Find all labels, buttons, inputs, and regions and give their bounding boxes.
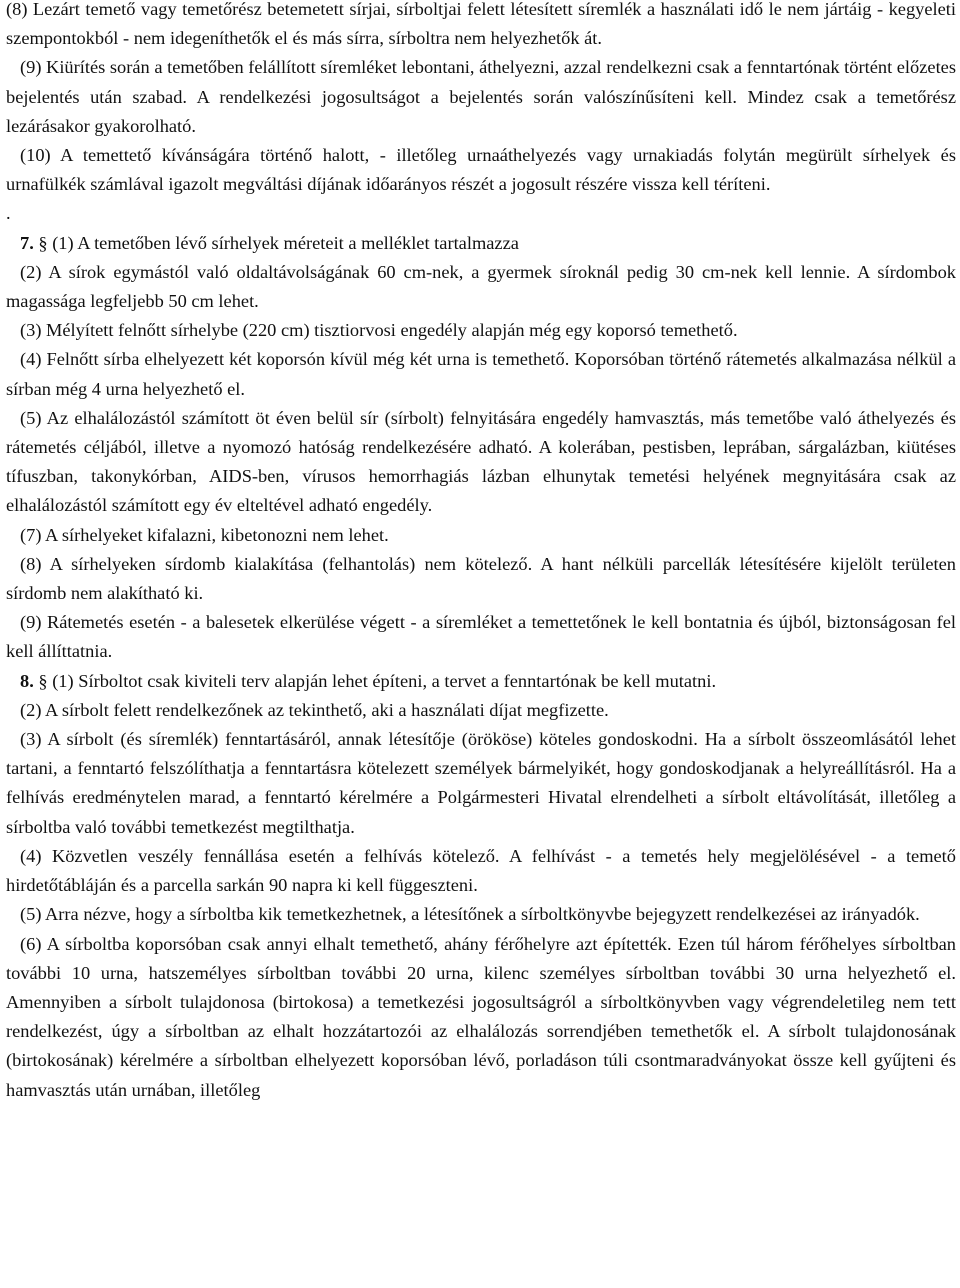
section-8-paragraph-2 <box>6 696 956 725</box>
section-7-paragraph-5 <box>6 404 956 521</box>
section-8-paragraph-4 <box>6 842 956 900</box>
paragraph-text: (2) A sírbolt felett rendelkezőnek az tekinthető, aki a használati díjat megfizette. <box>20 699 609 720</box>
section-number: 8. <box>20 670 34 691</box>
paragraph-text: (10) A temettető kívánságára történő halott, - illetőleg urnaáthelyezés vagy urnakiadás folytán megürült sírhelyek és urnafülkék számlával igazolt megváltási díjának időarányos részét a jogosult részére vissza kell téríteni. <box>6 145 956 195</box>
paragraph-text: (2) A sírok egymástól való oldaltávolságának 60 cm-nek, a gyermek síroknál pedig 30 cm-nek kell lennie. A sírdombok magassága legfeljebb 50 cm lehet. <box>6 261 956 312</box>
paragraph-text: (3) Mélyített felnőtt sírhelybe (220 cm) tisztiorvosi engedély alapján még egy koporsó temethető. <box>20 320 738 341</box>
paragraph-text: (5) Az elhalálozástól számított öt éven belül sír (sírbolt) felnyitására engedély hamvasztás, más temetőbe való áthelyezés és rátemetés céljából, illetve a nyomozó hatóság rendelkezésére adható. A kolerában, pestisben, leprában, sárgalázban, kiütéses tífuszban, takonykórban, AIDS-ben, vírusos hemorrhagiás lázban elhunytak temetési helyének megnyitására csak az elhalálozástól számított egy év elteltével adható engedély. <box>6 407 956 516</box>
section-7-paragraph-1 <box>6 229 956 258</box>
paragraph-text: (7) A sírhelyeket kifalazni, kibetonozni nem lehet. <box>20 524 389 545</box>
paragraph-text: § (1) Sírboltot csak kiviteli terv alapján lehet építeni, a tervet a fenntartónak be kell mutatni. <box>33 670 717 691</box>
section-8-paragraph-3 <box>6 725 956 842</box>
paragraph-text: (5) Arra nézve, hogy a sírboltba kik temetkezhetnek, a létesítőnek a sírboltkönyvbe bejegyzett rendelkezései az irányadók. <box>20 904 920 925</box>
paragraph-text: (9) Kiürítés során a temetőben felállított síremléket lebontani, áthelyezni, azzal rendelkezni csak a fenntartónak történt előzetes bejelentés után szabad. A rendelkezési jogosultságot a bejelentés során valószínűsíteni kell. Mindez csak a temetőrész lezárásakor gyakorolható. <box>6 57 956 136</box>
paragraph-text: (8) A sírhelyeken sírdomb kialakítása (felhantolás) nem kötelező. A hant nélküli parcellák létesítésére kijelölt területen sírdomb nem alakítható ki. <box>6 553 956 604</box>
paragraph-text: § (1) A temetőben lévő sírhelyek méreteit a melléklet tartalmazza <box>33 232 519 253</box>
paragraph-text: . <box>6 203 11 224</box>
paragraph-text: (6) A sírboltba koporsóban csak annyi elhalt temethető, ahány férőhelyre azt építették. Ezen túl három férőhelyes sírboltban további 10 urna, hatszemélyes sírboltban további 20 urna, kilenc személyes sírboltban további 30 urna helyezhető el. Amennyiben a sírbolt tulajdonosa (birtokosa) a temetkezési jogosultságról a sírboltkönyvben vagy végrendeletileg nem tett rendelkezést, úgy a sírboltban az elhalt hozzátartozói az elhalálozás sorrendjében temethetők el. A sírbolt tulajdonosának (birtokosának) kérelmére a sírboltban elhelyezett koporsóban lévő, porladáson túli csontmaradványokat össze kell gyűjteni és hamvasztás után urnában, illetőleg <box>6 933 956 1100</box>
section-7-paragraph-2 <box>6 258 956 316</box>
section-7-paragraph-8 <box>6 550 956 608</box>
section-7-paragraph-3 <box>6 316 956 345</box>
paragraph-text: (4) Felnőtt sírba elhelyezett két koporsón kívül még két urna is temethető. Koporsóban történő rátemetés alkalmazása nélkül a sírban még 4 urna helyezhető el. <box>6 349 956 399</box>
section-7-paragraph-4 <box>6 345 956 403</box>
paragraph-text: (4) Közvetlen veszély fennállása esetén a felhívás kötelező. A felhívást - a temetés hely megjelölésével - a temető hirdetőtábláján és a parcella sarkán 90 napra ki kell függeszteni. <box>6 845 956 896</box>
paragraph-text: (9) Rátemetés esetén - a balesetek elkerülése végett - a síremléket a temettetőnek le kell bontatnia és újból, biztonságosan fel kell állíttatnia. <box>6 612 956 662</box>
section-8-paragraph-1 <box>6 667 956 696</box>
paragraph-10-temetteto <box>6 141 956 199</box>
paragraph-separator-dot <box>6 199 956 228</box>
paragraph-text: (8) Lezárt temető vagy temetőrész betemetett sírjai, sírboltjai felett létesített síremlék a használati idő le nem jártáig - kegyeleti szempontokból - nem idegeníthetők el és más sírra, sírboltra nem helyezhetők át. <box>6 0 956 49</box>
paragraph-9-kiurites <box>6 53 956 141</box>
section-8-paragraph-5 <box>6 900 956 929</box>
section-7-paragraph-7 <box>6 521 956 550</box>
paragraph-8-lezart-temeto <box>6 0 956 53</box>
section-8-paragraph-6 <box>6 930 956 1105</box>
document-body <box>6 0 956 1105</box>
section-7-paragraph-9 <box>6 608 956 666</box>
section-number: 7. <box>20 232 34 253</box>
paragraph-text: (3) A sírbolt (és síremlék) fenntartásáról, annak létesítője (örököse) köteles gondoskodni. Ha a sírbolt összeomlásától lehet tartani, a fenntartó felszólíthatja a fenntartásra kötelezett személyek bármelyikét, hogy gondoskodjanak a helyreállításról. Ha a felhívás eredménytelen marad, a fenntartó kérelmére a Polgármesteri Hivatal elrendelheti a sírbolt eltávolítását, illetőleg a sírboltba való további temetkezést megtilthatja. <box>6 729 956 837</box>
